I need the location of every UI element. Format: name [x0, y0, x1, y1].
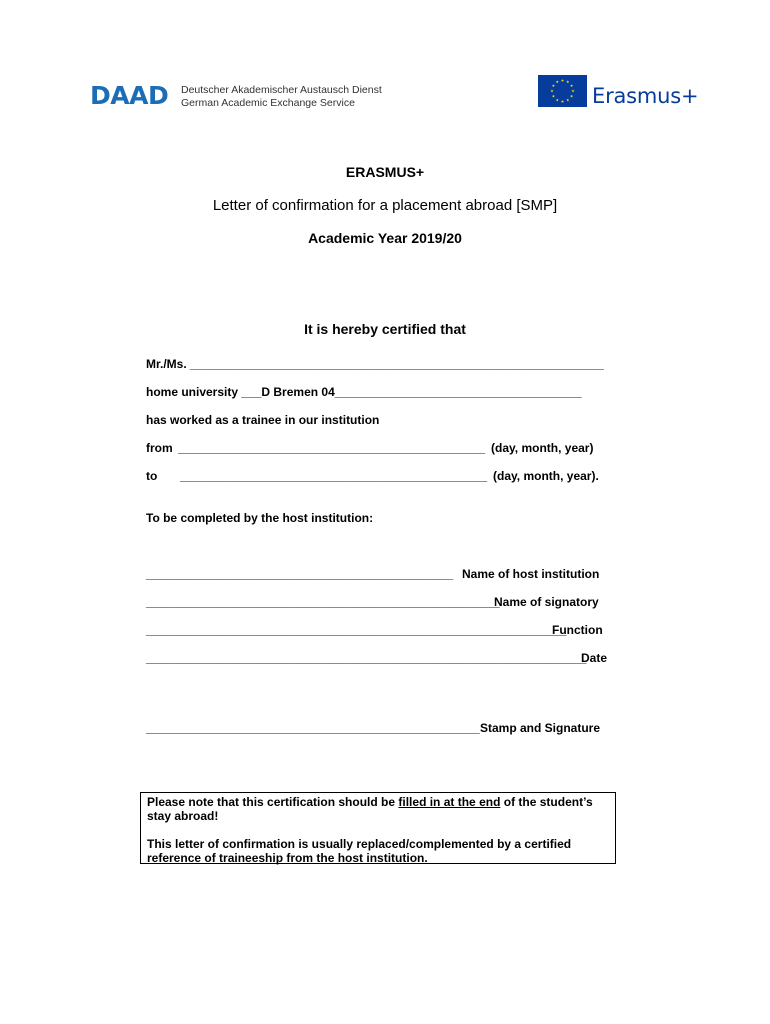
signatory-label: Name of signatory [494, 595, 599, 609]
signatory-blank: _____________________________________________________ [146, 595, 500, 609]
eu-star-icon [561, 79, 564, 82]
daad-logo-line1: Deutscher Akademischer Austausch Dienst [181, 84, 382, 96]
from-blank: ______________________________________________ [178, 441, 485, 455]
eu-star-icon [550, 89, 553, 92]
note-paragraph-1 [147, 795, 609, 823]
academic-year: Academic Year 2019/20 [308, 230, 462, 246]
daad-logo-wordmark: DAAD [90, 81, 169, 110]
note-text-after: of the student’s stay abroad! [147, 795, 593, 823]
program-title: ERASMUS+ [345, 164, 425, 180]
host-heading: To be completed by the host institution: [146, 511, 374, 525]
from-suffix: (day, month, year) [491, 441, 594, 455]
from-label: from [146, 441, 173, 455]
daad-logo-text [181, 84, 382, 110]
date-blank: __________________________________________________________________ [146, 651, 587, 665]
erasmus-logo-wordmark: Erasmus+ [592, 84, 699, 108]
home-university-line: home university ___D Bremen 04_____________________________________ [146, 385, 582, 399]
eu-star-icon [566, 98, 569, 101]
to-blank: ______________________________________________ [180, 469, 487, 483]
eu-star-icon [556, 80, 559, 83]
institution-label: Name of host institution [462, 567, 600, 581]
function-blank: _______________________________________________________________ [146, 623, 567, 637]
certify-heading: It is hereby certified that [304, 321, 466, 337]
eu-stars-icon [538, 75, 587, 107]
to-suffix: (day, month, year). [493, 469, 599, 483]
eu-star-icon [561, 100, 564, 103]
institution-blank: ______________________________________________ [146, 567, 453, 581]
stamp-blank: __________________________________________________ [146, 721, 480, 735]
eu-star-icon [552, 84, 555, 87]
stamp-label: Stamp and Signature [480, 721, 601, 735]
function-label: Function [552, 623, 603, 637]
daad-logo-line2: German Academic Exchange Service [181, 97, 355, 109]
eu-star-icon [556, 98, 559, 101]
letter-subtitle: Letter of confirmation for a placement abroad [SMP] [212, 197, 558, 214]
note-paragraph-2: This letter of confirmation is usually replaced/complemented by a certified reference of traineeship from the host institution. [147, 837, 572, 865]
eu-flag-icon [538, 75, 587, 107]
eu-star-icon [570, 84, 573, 87]
eu-star-icon [571, 89, 574, 92]
name-line: Mr./Ms. ______________________________________________________________ [146, 357, 604, 371]
eu-star-icon [552, 95, 555, 98]
to-label: to [146, 469, 158, 483]
trainee-line: has worked as a trainee in our institution [146, 413, 380, 427]
eu-star-icon [570, 95, 573, 98]
eu-star-icon [566, 80, 569, 83]
note-box [140, 792, 616, 864]
note-underlined: filled in at the end [398, 795, 501, 809]
date-label: Date [581, 651, 608, 665]
note-text-before: Please note that this certification should be [147, 795, 399, 809]
